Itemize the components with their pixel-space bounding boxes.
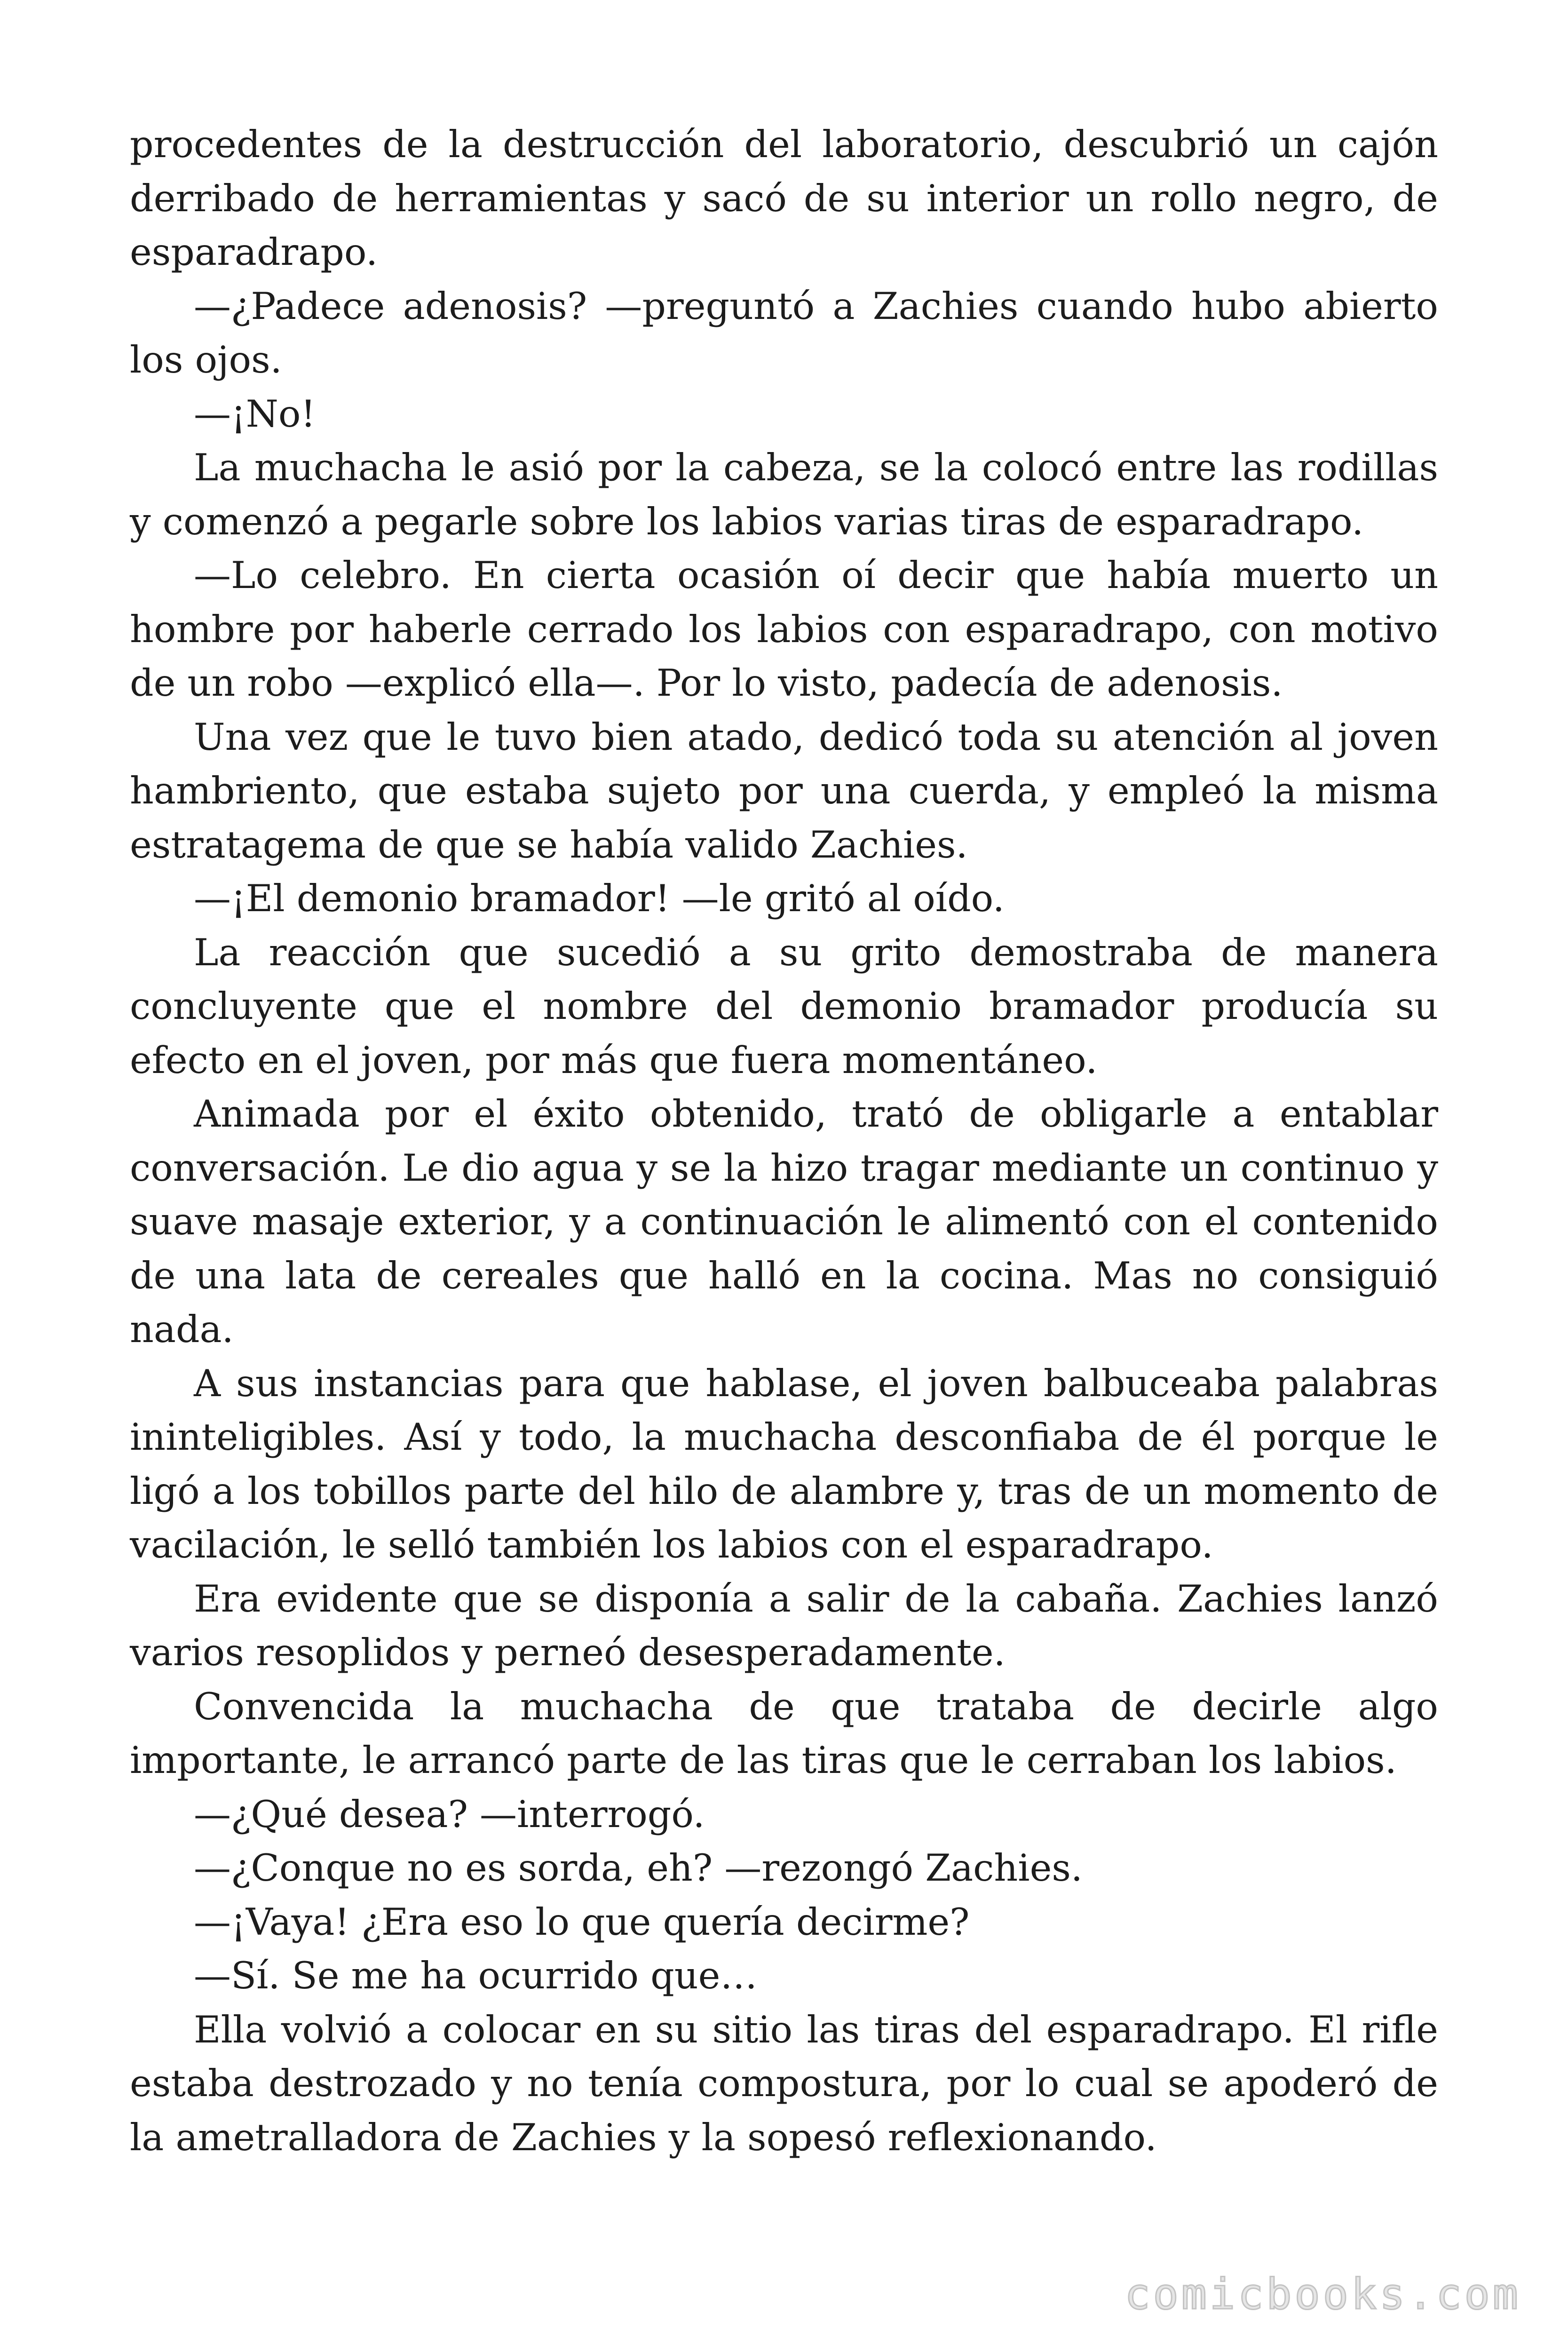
paragraph-11: Era evidente que se disponía a salir de la cabaña. Zachies lanzó varios resoplidos y perneó desesperadamente. [130,1577,1438,1674]
paragraph-15: —¡Vaya! ¿Era eso lo que quería decirme? [194,1900,970,1944]
paragraph-16: —Sí. Se me ha ocurrido que… [194,1954,758,1997]
paragraph-10: A sus instancias para que hablase, el joven balbuceaba palabras ininteligibles. Así y todo, la muchacha desconfiaba de él porque le ligó a los tobillos parte del hilo de alambre y, tras de un momento de vacilación, le selló también los labios con el esparadrapo. [130,1361,1438,1566]
paragraph-8: La reacción que sucedió a su grito demostraba de manera concluyente que el nombre del demonio bramador producía su efecto en el joven, por más que fuera momentáneo. [130,930,1438,1082]
paragraph-5: —Lo celebro. En cierta ocasión oí decir que había muerto un hombre por haberle cerrado los labios con esparadrapo, con motivo de un robo —explicó ella—. Por lo visto, padecía de adenosis. [130,554,1438,705]
paragraph-14: —¿Conque no es sorda, eh? —rezongó Zachies. [194,1846,1083,1890]
paragraph-3: —¡No! [194,392,316,436]
body-text [130,118,1438,2164]
paragraph-1: procedentes de la destrucción del laboratorio, descubrió un cajón derribado de herramientas y sacó de su interior un rollo negro, de esparadrapo. [130,123,1438,274]
paragraph-2: —¿Padece adenosis? —preguntó a Zachies cuando hubo abierto los ojos. [130,284,1438,381]
paragraph-9: Animada por el éxito obtenido, trató de obligarle a entablar conversación. Le dio agua y se la hizo tragar mediante un continuo y suave masaje exterior, y a continuación le alimentó con el contenido de una lata de cereales que halló en la cocina. Mas no consiguió nada. [130,1092,1438,1351]
paragraph-17: Ella volvió a colocar en su sitio las tiras del esparadrapo. El rifle estaba destrozado y no tenía compostura, por lo cual se apoderó de la ametralladora de Zachies y la sopesó reflexionando. [130,2008,1438,2159]
paragraph-12: Convencida la muchacha de que trataba de decirle algo importante, le arrancó parte de las tiras que le cerraban los labios. [130,1685,1438,1782]
paragraph-4: La muchacha le asió por la cabeza, se la colocó entre las rodillas y comenzó a pegarle sobre los labios varias tiras de esparadrapo. [130,446,1438,543]
paragraph-7: —¡El demonio bramador! —le gritó al oído. [194,877,1005,920]
paragraph-6: Una vez que le tuvo bien atado, dedicó toda su atención al joven hambriento, que estaba sujeto por una cuerda, y empleó la misma estratagema de que se había valido Zachies. [130,715,1438,866]
watermark: comicbooks.com [1125,2270,1521,2319]
paragraph-13: —¿Qué desea? —interrogó. [194,1792,705,1836]
